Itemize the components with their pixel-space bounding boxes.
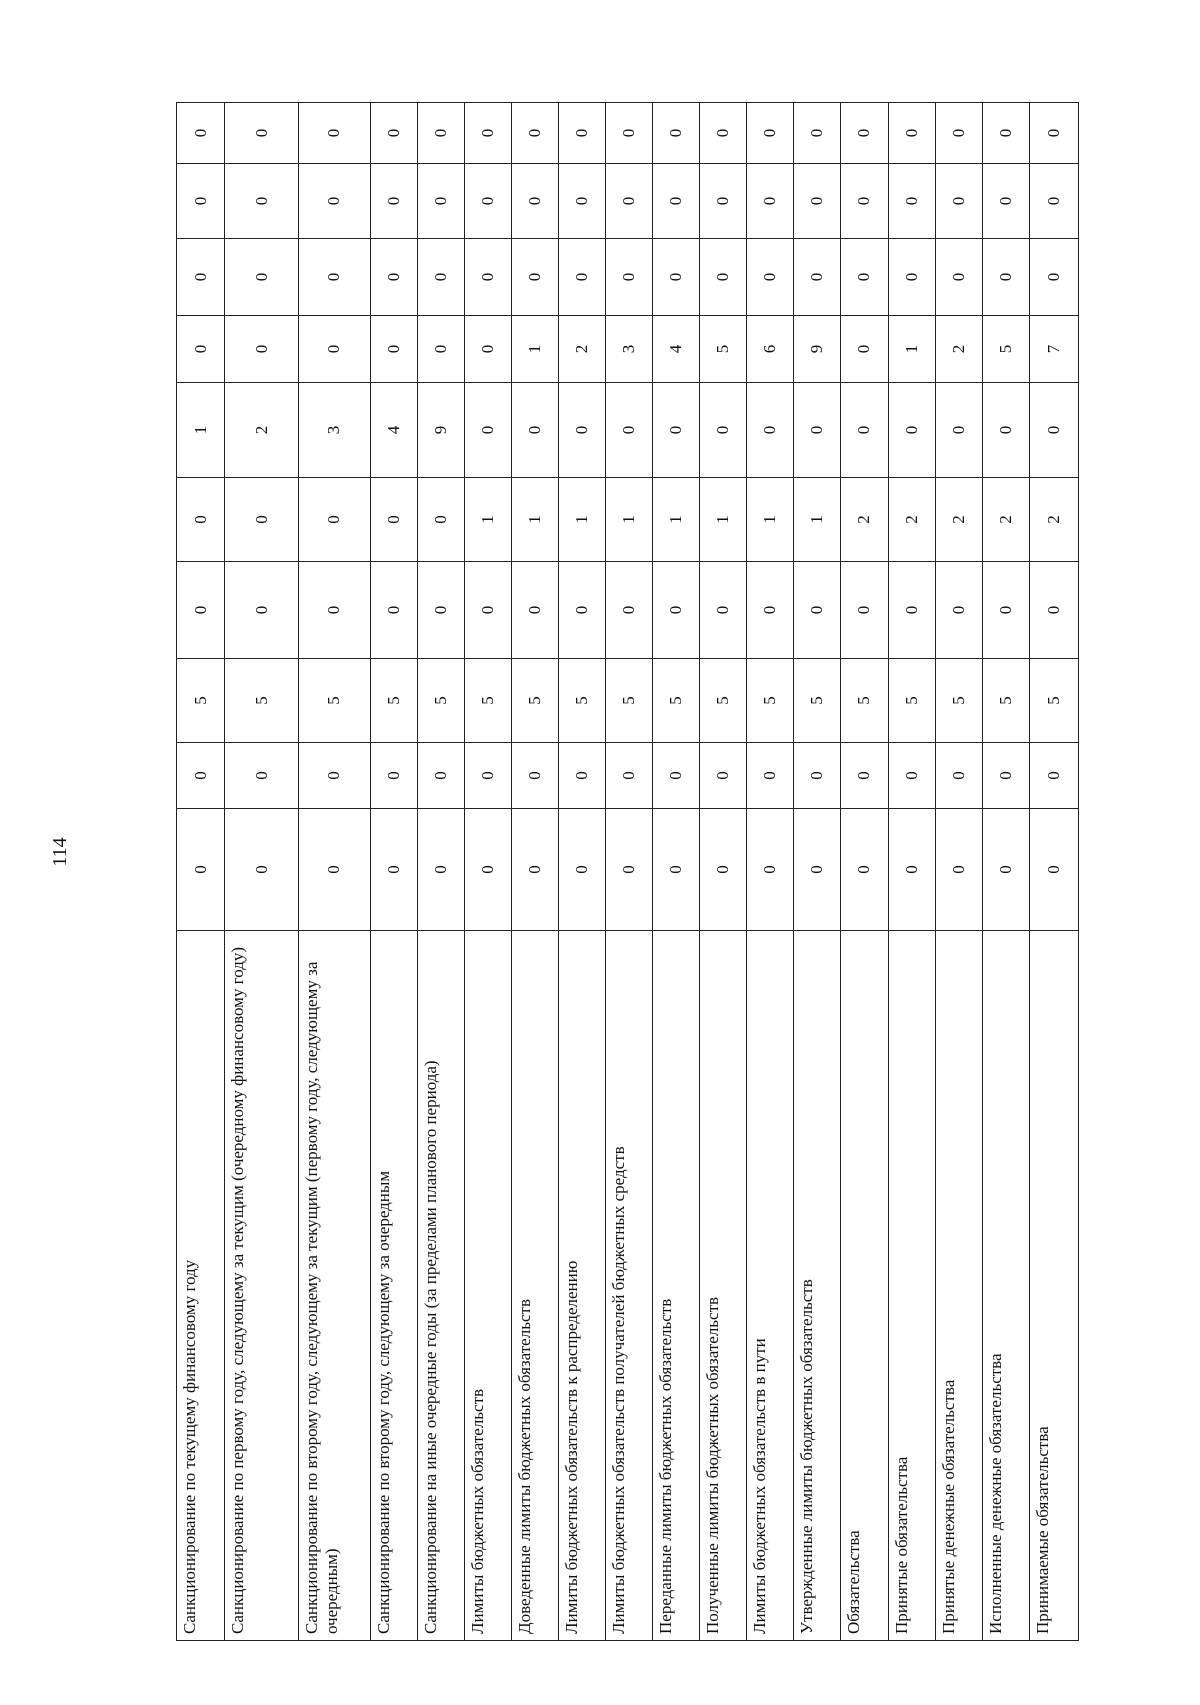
code-digit-cell: 4	[370, 383, 417, 478]
code-digit-cell: 0	[225, 809, 299, 931]
code-digit-cell: 5	[888, 659, 935, 743]
code-digit-cell: 0	[606, 743, 653, 809]
code-digit-cell: 5	[464, 659, 511, 743]
code-digit-cell: 0	[841, 809, 888, 931]
code-digit-cell: 0	[177, 239, 225, 316]
row-name-cell: Обязательства	[841, 931, 888, 1641]
code-digit-cell: 0	[888, 239, 935, 316]
table-row	[888, 103, 935, 1641]
code-digit-cell: 0	[747, 809, 794, 931]
code-digit-cell: 0	[370, 316, 417, 383]
code-digit-cell: 0	[700, 164, 747, 239]
code-digit-cell: 0	[417, 316, 464, 383]
code-digit-cell: 0	[1029, 743, 1078, 809]
code-digit-cell: 0	[982, 743, 1029, 809]
code-digit-cell: 0	[417, 164, 464, 239]
code-digit-cell: 1	[653, 478, 700, 562]
code-digit-cell: 5	[1029, 659, 1078, 743]
code-digit-cell: 0	[177, 743, 225, 809]
code-digit-cell: 2	[1029, 478, 1078, 562]
code-digit-cell: 0	[1029, 239, 1078, 316]
code-digit-cell: 5	[700, 316, 747, 383]
code-digit-cell: 0	[982, 562, 1029, 659]
code-digit-cell: 1	[511, 316, 558, 383]
code-digit-cell: 0	[1029, 383, 1078, 478]
code-digit-cell: 0	[841, 383, 888, 478]
code-digit-cell: 0	[225, 164, 299, 239]
code-digit-cell: 0	[417, 478, 464, 562]
code-digit-cell: 0	[298, 743, 370, 809]
row-name-cell: Лимиты бюджетных обязательств к распределению	[558, 931, 605, 1641]
code-digit-cell: 1	[747, 478, 794, 562]
table-row	[370, 103, 417, 1641]
code-digit-cell: 0	[298, 562, 370, 659]
code-digit-cell: 0	[511, 383, 558, 478]
code-digit-cell: 0	[558, 562, 605, 659]
code-digit-cell: 0	[464, 809, 511, 931]
code-digit-cell: 0	[225, 478, 299, 562]
code-digit-cell: 0	[370, 562, 417, 659]
code-digit-cell: 0	[464, 316, 511, 383]
code-digit-cell: 0	[464, 103, 511, 164]
code-digit-cell: 0	[700, 239, 747, 316]
code-digit-cell: 7	[1029, 316, 1078, 383]
code-digit-cell: 0	[888, 562, 935, 659]
code-digit-cell: 5	[841, 659, 888, 743]
table-container	[176, 103, 1079, 1641]
code-digit-cell: 0	[700, 383, 747, 478]
code-digit-cell: 9	[417, 383, 464, 478]
row-name-cell: Принимаемые обязательства	[1029, 931, 1078, 1641]
code-digit-cell: 0	[511, 239, 558, 316]
row-name-cell: Санкционирование по текущему финансовому году	[177, 931, 225, 1641]
code-digit-cell: 1	[511, 478, 558, 562]
code-digit-cell: 0	[1029, 562, 1078, 659]
code-digit-cell: 0	[982, 164, 1029, 239]
code-digit-cell: 0	[417, 809, 464, 931]
code-digit-cell: 5	[225, 659, 299, 743]
code-digit-cell: 1	[464, 478, 511, 562]
code-digit-cell: 0	[558, 239, 605, 316]
code-digit-cell: 2	[841, 478, 888, 562]
code-digit-cell: 0	[794, 383, 841, 478]
code-digit-cell: 0	[606, 383, 653, 478]
code-digit-cell: 0	[464, 164, 511, 239]
code-digit-cell: 0	[982, 239, 1029, 316]
code-digit-cell: 0	[298, 478, 370, 562]
code-digit-cell: 5	[606, 659, 653, 743]
code-digit-cell: 0	[606, 809, 653, 931]
code-digit-cell: 1	[558, 478, 605, 562]
code-digit-cell: 1	[794, 478, 841, 562]
code-digit-cell: 5	[417, 659, 464, 743]
code-digit-cell: 0	[653, 383, 700, 478]
code-digit-cell: 0	[653, 562, 700, 659]
code-digit-cell: 0	[982, 103, 1029, 164]
code-digit-cell: 0	[747, 103, 794, 164]
row-name-cell: Полученные лимиты бюджетных обязательств	[700, 931, 747, 1641]
code-digit-cell: 0	[417, 239, 464, 316]
code-digit-cell: 0	[464, 743, 511, 809]
code-digit-cell: 0	[747, 164, 794, 239]
table-row	[982, 103, 1029, 1641]
table-row	[298, 103, 370, 1641]
row-name-cell: Санкционирование по второму году, следующему за очередным	[370, 931, 417, 1641]
code-digit-cell: 0	[1029, 103, 1078, 164]
code-digit-cell: 0	[298, 164, 370, 239]
row-name-cell: Исполненные денежные обязательства	[982, 931, 1029, 1641]
table-row	[417, 103, 464, 1641]
code-digit-cell: 0	[370, 239, 417, 316]
code-digit-cell: 5	[298, 659, 370, 743]
code-digit-cell: 0	[511, 809, 558, 931]
table-body	[177, 103, 1079, 1641]
code-digit-cell: 0	[225, 103, 299, 164]
code-digit-cell: 0	[298, 316, 370, 383]
table-row	[464, 103, 511, 1641]
code-digit-cell: 0	[653, 164, 700, 239]
code-digit-cell: 2	[982, 478, 1029, 562]
code-digit-cell: 0	[747, 743, 794, 809]
code-digit-cell: 0	[888, 809, 935, 931]
code-digit-cell: 0	[558, 809, 605, 931]
code-digit-cell: 0	[841, 164, 888, 239]
code-digit-cell: 6	[747, 316, 794, 383]
code-digit-cell: 0	[417, 562, 464, 659]
row-name-cell: Принятые денежные обязательства	[935, 931, 982, 1641]
code-digit-cell: 0	[177, 562, 225, 659]
table-row	[177, 103, 225, 1641]
code-digit-cell: 0	[982, 809, 1029, 931]
code-digit-cell: 0	[606, 239, 653, 316]
table-row	[841, 103, 888, 1641]
accounts-table	[176, 102, 1079, 1641]
table-row	[794, 103, 841, 1641]
code-digit-cell: 2	[888, 478, 935, 562]
code-digit-cell: 2	[225, 383, 299, 478]
code-digit-cell: 0	[935, 103, 982, 164]
row-name-cell: Лимиты бюджетных обязательств получателей бюджетных средств	[606, 931, 653, 1641]
code-digit-cell: 0	[935, 164, 982, 239]
code-digit-cell: 4	[653, 316, 700, 383]
code-digit-cell: 0	[935, 743, 982, 809]
table-row	[1029, 103, 1078, 1641]
row-name-cell: Переданные лимиты бюджетных обязательств	[653, 931, 700, 1641]
code-digit-cell: 0	[370, 103, 417, 164]
code-digit-cell: 0	[794, 239, 841, 316]
code-digit-cell: 0	[700, 809, 747, 931]
code-digit-cell: 0	[794, 743, 841, 809]
code-digit-cell: 0	[794, 562, 841, 659]
code-digit-cell: 0	[558, 383, 605, 478]
row-name-cell: Лимиты бюджетных обязательств	[464, 931, 511, 1641]
code-digit-cell: 5	[747, 659, 794, 743]
code-digit-cell: 2	[935, 478, 982, 562]
code-digit-cell: 1	[606, 478, 653, 562]
code-digit-cell: 0	[841, 562, 888, 659]
code-digit-cell: 0	[298, 239, 370, 316]
code-digit-cell: 0	[700, 103, 747, 164]
code-digit-cell: 5	[982, 659, 1029, 743]
code-digit-cell: 0	[177, 316, 225, 383]
code-digit-cell: 0	[841, 239, 888, 316]
code-digit-cell: 0	[606, 562, 653, 659]
code-digit-cell: 0	[888, 164, 935, 239]
row-name-cell: Принятые обязательства	[888, 931, 935, 1641]
code-digit-cell: 0	[841, 316, 888, 383]
code-digit-cell: 5	[935, 659, 982, 743]
code-digit-cell: 0	[794, 809, 841, 931]
code-digit-cell: 0	[653, 743, 700, 809]
code-digit-cell: 0	[177, 478, 225, 562]
code-digit-cell: 0	[700, 743, 747, 809]
code-digit-cell: 0	[558, 103, 605, 164]
code-digit-cell: 0	[417, 103, 464, 164]
code-digit-cell: 0	[1029, 164, 1078, 239]
code-digit-cell: 3	[606, 316, 653, 383]
code-digit-cell: 0	[841, 103, 888, 164]
code-digit-cell: 0	[464, 562, 511, 659]
code-digit-cell: 0	[177, 103, 225, 164]
code-digit-cell: 0	[417, 743, 464, 809]
code-digit-cell: 0	[794, 103, 841, 164]
code-digit-cell: 0	[935, 562, 982, 659]
code-digit-cell: 0	[606, 103, 653, 164]
code-digit-cell: 1	[888, 316, 935, 383]
code-digit-cell: 0	[888, 383, 935, 478]
code-digit-cell: 2	[558, 316, 605, 383]
code-digit-cell: 3	[298, 383, 370, 478]
code-digit-cell: 0	[511, 743, 558, 809]
code-digit-cell: 0	[653, 103, 700, 164]
code-digit-cell: 0	[298, 809, 370, 931]
code-digit-cell: 0	[464, 239, 511, 316]
table-row	[747, 103, 794, 1641]
table-row	[653, 103, 700, 1641]
table-row	[225, 103, 299, 1641]
code-digit-cell: 0	[747, 383, 794, 478]
row-name-cell: Утвержденные лимиты бюджетных обязательств	[794, 931, 841, 1641]
code-digit-cell: 0	[606, 164, 653, 239]
code-digit-cell: 0	[177, 809, 225, 931]
code-digit-cell: 0	[558, 164, 605, 239]
code-digit-cell: 0	[511, 103, 558, 164]
code-digit-cell: 1	[700, 478, 747, 562]
table-row	[935, 103, 982, 1641]
code-digit-cell: 0	[747, 562, 794, 659]
code-digit-cell: 0	[464, 383, 511, 478]
code-digit-cell: 0	[298, 103, 370, 164]
code-digit-cell: 0	[558, 743, 605, 809]
code-digit-cell: 0	[888, 103, 935, 164]
code-digit-cell: 0	[935, 809, 982, 931]
code-digit-cell: 0	[700, 562, 747, 659]
code-digit-cell: 5	[177, 659, 225, 743]
code-digit-cell: 1	[177, 383, 225, 478]
code-digit-cell: 0	[982, 383, 1029, 478]
row-name-cell: Санкционирование по второму году, следующему за текущим (первому году, следующему за очередным)	[298, 931, 370, 1641]
code-digit-cell: 0	[511, 562, 558, 659]
code-digit-cell: 5	[558, 659, 605, 743]
code-digit-cell: 0	[511, 164, 558, 239]
code-digit-cell: 0	[225, 239, 299, 316]
page-number: 114	[49, 837, 71, 867]
code-digit-cell: 0	[653, 239, 700, 316]
code-digit-cell: 0	[370, 164, 417, 239]
code-digit-cell: 5	[794, 659, 841, 743]
table-row	[606, 103, 653, 1641]
row-name-cell: Санкционирование на иные очередные годы (за пределами планового периода)	[417, 931, 464, 1641]
code-digit-cell: 2	[935, 316, 982, 383]
code-digit-cell: 0	[794, 164, 841, 239]
table-row	[700, 103, 747, 1641]
code-digit-cell: 5	[653, 659, 700, 743]
code-digit-cell: 9	[794, 316, 841, 383]
code-digit-cell: 0	[841, 743, 888, 809]
code-digit-cell: 0	[225, 316, 299, 383]
code-digit-cell: 0	[225, 743, 299, 809]
code-digit-cell: 0	[653, 809, 700, 931]
code-digit-cell: 5	[511, 659, 558, 743]
code-digit-cell: 0	[225, 562, 299, 659]
code-digit-cell: 0	[370, 743, 417, 809]
code-digit-cell: 0	[747, 239, 794, 316]
row-name-cell: Санкционирование по первому году, следующему за текущим (очередному финансовому году)	[225, 931, 299, 1641]
code-digit-cell: 0	[1029, 809, 1078, 931]
table-row	[558, 103, 605, 1641]
code-digit-cell: 5	[700, 659, 747, 743]
row-name-cell: Доведенные лимиты бюджетных обязательств	[511, 931, 558, 1641]
code-digit-cell: 0	[888, 743, 935, 809]
code-digit-cell: 0	[177, 164, 225, 239]
code-digit-cell: 0	[935, 239, 982, 316]
code-digit-cell: 0	[935, 383, 982, 478]
code-digit-cell: 0	[370, 478, 417, 562]
table-row	[511, 103, 558, 1641]
row-name-cell: Лимиты бюджетных обязательств в пути	[747, 931, 794, 1641]
code-digit-cell: 5	[370, 659, 417, 743]
code-digit-cell: 0	[370, 809, 417, 931]
code-digit-cell: 5	[982, 316, 1029, 383]
